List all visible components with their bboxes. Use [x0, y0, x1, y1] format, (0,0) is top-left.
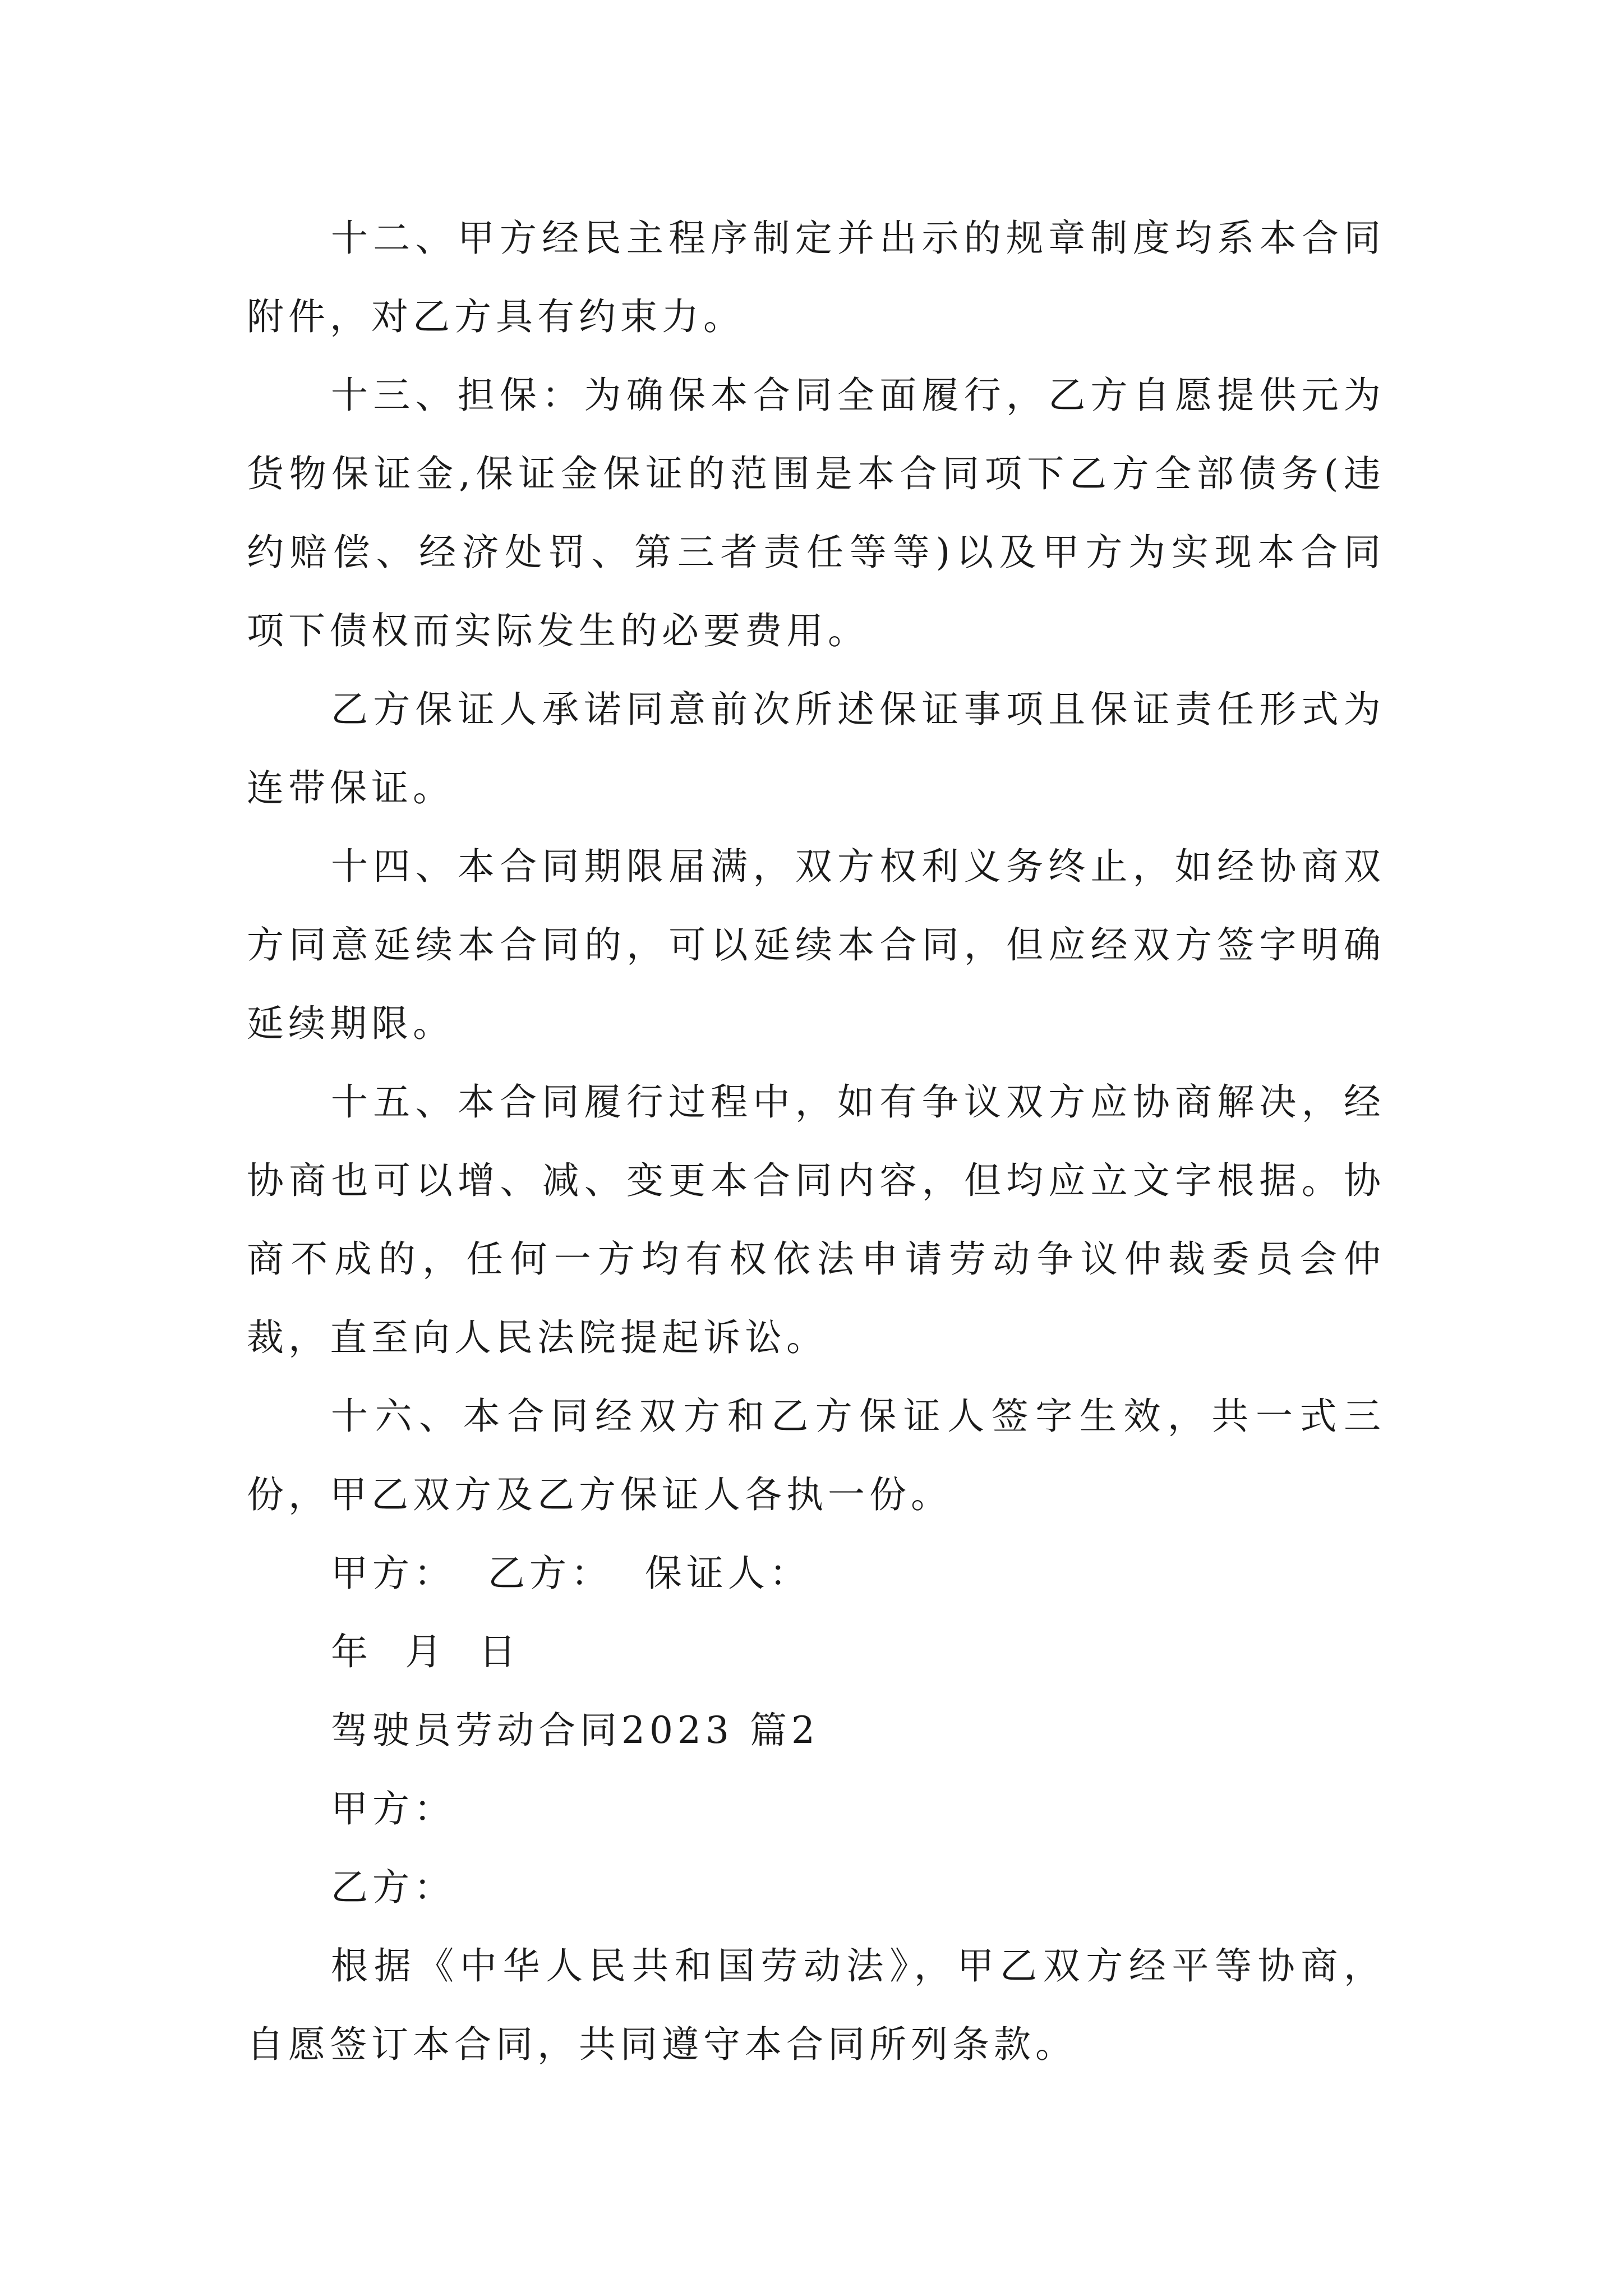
- party-b-label: 乙方：: [331, 1866, 455, 1909]
- clause-15: 十五、本合同履行过程中，如有争议双方应协商解决，经协商也可以增、减、变更本合同内容，但均应立文字根据。协商不成的，任何一方均有权依法申请劳动争议仲裁委员会仲裁，直至向人民法院提起诉讼。: [247, 1080, 1385, 1359]
- clause-14: 十四、本合同期限届满，双方权利义务终止，如经协商双方同意延续本合同的，可以延续本合同，但应经双方签字明确延续期限。: [247, 845, 1385, 1045]
- date-line: 年 月 日: [331, 1630, 520, 1673]
- clause-13-guarantee: 十三、担保：为确保本合同全面履行，乙方自愿提供元为货物保证金,保证金保证的范围是本合同项下乙方全部债务(违约赔偿、经济处罚、第三者责任等等)以及甲方为实现本合同项下债权而实际发生的必要费用。: [247, 374, 1385, 652]
- party-a-label: 甲方：: [331, 1787, 455, 1830]
- signature-line: 甲方： 乙方： 保证人：: [331, 1552, 811, 1595]
- intro-paragraph: 根据《中华人民共和国劳动法》，甲乙双方经平等协商，自愿签订本合同，共同遵守本合同所列条款。: [247, 1944, 1385, 2066]
- guarantor-commitment: 乙方保证人承诺同意前次所述保证事项且保证责任形式为连带保证。: [247, 688, 1385, 809]
- document-body: [247, 199, 1385, 2084]
- section-title: 驾驶员劳动合同2023 篇2: [331, 1709, 819, 1752]
- clause-12: 十二、甲方经民主程序制定并出示的规章制度均系本合同附件，对乙方具有约束力。: [247, 217, 1385, 338]
- clause-16: 十六、本合同经双方和乙方保证人签字生效，共一式三份，甲乙双方及乙方保证人各执一份。: [247, 1395, 1385, 1516]
